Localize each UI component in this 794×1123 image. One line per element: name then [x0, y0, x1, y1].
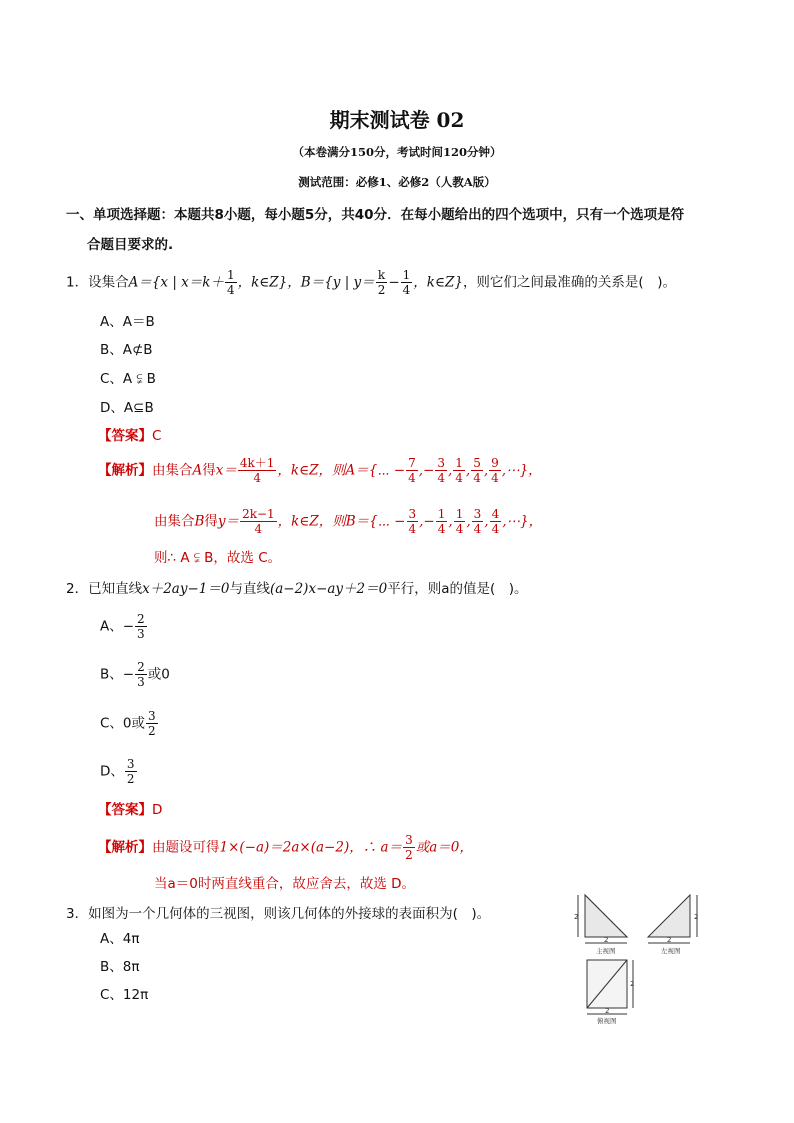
fraction: $\frac{5}{4}$ [473, 456, 481, 485]
question-text: 与直线 [229, 581, 270, 597]
fraction: $\frac{3}{4}$ [408, 507, 417, 536]
fraction: $\frac{1}{4}$ [226, 268, 235, 297]
q1-option-a[interactable]: A、A＝B [100, 314, 155, 330]
answer-label: 【答案】 [98, 802, 152, 818]
question-1 [66, 268, 676, 297]
q1-option-c[interactable]: C、A ⫋ B [100, 371, 156, 387]
fraction: $\frac{k}{2}$ [377, 268, 386, 297]
top-width-label: 2 [605, 1007, 610, 1015]
top-view [587, 960, 633, 1014]
fraction: $\frac{2}{3}$ [137, 660, 145, 689]
q2-option-b[interactable] [100, 660, 170, 689]
fraction: $\frac{9}{4}$ [491, 456, 499, 485]
answer-label: 【答案】 [98, 428, 152, 444]
q2-analysis-line2: 当a＝0时两直线重合，故应舍去，故选 D。 [154, 876, 416, 892]
set-b-tail: ，k∈Z} [413, 274, 463, 291]
math-expr: x＝ [215, 462, 237, 479]
fraction: $\frac{4k+1}{4}$ [239, 456, 275, 485]
analysis-label: 【解析】 [98, 839, 152, 856]
analysis-label: 【解析】 [98, 462, 152, 479]
question-number: 3． [66, 906, 89, 922]
section-heading-line1: 一、单项选择题：本题共8小题，每小题5分，共40分．在每小题给出的四个选项中，只有一个选项是符 [66, 207, 685, 223]
option-tail: 或0 [147, 666, 170, 683]
exam-subtitle: （本卷满分150分，考试时间120分钟） [292, 145, 502, 159]
question-text: 平行，则a的值是( )。 [387, 581, 528, 597]
question-3 [66, 904, 490, 924]
set-name: A [192, 462, 203, 479]
q2-option-c[interactable] [100, 709, 159, 738]
side-height-label: 2 [694, 913, 699, 921]
analysis-text: 得 [202, 462, 216, 479]
option-label: C、0或 [100, 715, 146, 732]
side-view-label: 左视图 [661, 947, 681, 955]
question-text: 已知直线 [88, 581, 143, 597]
fraction: $\frac{7}{4}$ [408, 456, 416, 485]
question-number: 2． [66, 581, 89, 597]
side-view [648, 895, 697, 943]
q1-analysis-line1: 【解析】由集合A得x＝ $\frac{4k+1}{4}$ ，k∈Z，则A＝{⋯ − $\frac{7}{4}$ ,− $\frac{3}{4}$ , $\frac{1}{4}$ , $\frac{5}{4}$ , $\frac{9}{4}$ ,⋯}， [98, 456, 542, 485]
fraction: $\frac{3}{2}$ [126, 757, 135, 786]
answer-value: D [152, 802, 163, 818]
question-text: 设集合 [88, 274, 129, 291]
q1-option-b[interactable]: B、A⊄B [100, 342, 153, 358]
fraction: $\frac{1}{4}$ [455, 507, 464, 536]
question-2 [66, 579, 528, 599]
math-expr: 1×(−a)＝2a×(a−2) [219, 839, 350, 856]
fraction: $\frac{3}{4}$ [473, 507, 482, 536]
analysis-text: 由集合 [154, 513, 195, 530]
question-number: 1． [66, 274, 89, 291]
page-title: 期末测试卷 02 [329, 108, 465, 132]
math-expr: ，k∈Z，则A＝{⋯ − [277, 462, 406, 479]
answer-value: C [152, 428, 162, 444]
section-heading-line2: 合题目要求的. [87, 237, 174, 253]
math-expr: ⋯}， [506, 513, 543, 530]
q3-option-a[interactable]: A、4π [100, 931, 140, 947]
fraction: $\frac{1}{4}$ [437, 507, 446, 536]
fraction: $\frac{4}{4}$ [491, 507, 500, 536]
math-expr: ，∴ a＝ [349, 839, 403, 856]
top-height-label: 2 [630, 980, 635, 988]
fraction: $\frac{3}{2}$ [405, 833, 413, 862]
set-b-expr: ，B＝{y | y＝ [287, 274, 375, 291]
math-expr: ⋯}， [506, 462, 542, 479]
option-label: B、− [100, 666, 135, 683]
set-a-expr: A＝{x | x＝k＋ [128, 274, 224, 291]
fraction: $\frac{1}{4}$ [402, 268, 411, 297]
side-width-label: 2 [667, 936, 672, 944]
q3-option-b[interactable]: B、8π [100, 959, 140, 975]
line-equation-1: x＋2ay−1＝0 [142, 581, 230, 597]
math-expr: 或a＝0， [415, 839, 473, 856]
set-name: B [194, 513, 205, 530]
front-view [578, 895, 627, 943]
option-label: A、− [100, 618, 135, 635]
analysis-text: 得 [204, 513, 218, 530]
q1-option-d[interactable]: D、A⊆B [100, 400, 154, 416]
q2-answer [98, 800, 162, 820]
math-expr: y＝ [217, 513, 240, 530]
analysis-text: 由题设可得 [152, 839, 220, 856]
q2-analysis-line1 [98, 833, 473, 862]
minus-sign: − [388, 274, 400, 291]
front-width-label: 2 [604, 936, 609, 944]
front-view-label: 主视图 [596, 947, 616, 955]
q1-analysis-line2: 由集合B得y＝ $\frac{2k-1}{4}$ ，k∈Z，则B＝{⋯ − $\frac{3}{4}$ ,− $\frac{1}{4}$ , $\frac{1}{4}$ , $\frac{3}{4}$ , $\frac{4}{4}$ ,⋯}， [154, 507, 543, 536]
set-a-tail: ，k∈Z} [237, 274, 288, 291]
math-expr: ，k∈Z，则B＝{⋯ − [277, 513, 406, 530]
analysis-text: 由集合 [152, 462, 193, 479]
exam-scope: 测试范围：必修1、必修2（人教A版） [298, 175, 496, 189]
q2-option-d[interactable] [100, 757, 138, 786]
option-label: D、 [100, 763, 124, 780]
line-equation-2: (a−2)x−ay＋2＝0 [269, 581, 388, 597]
top-view-label: 俯视图 [597, 1017, 617, 1025]
q3-option-c[interactable]: C、12π [100, 987, 149, 1003]
q1-analysis-line3: 则∴ A ⫋ B，故选 C。 [154, 550, 282, 566]
three-view-figure [570, 890, 720, 1030]
q2-option-a[interactable] [100, 612, 148, 641]
question-text: 如图为一个几何体的三视图，则该几何体的外接球的表面积为( )。 [88, 906, 491, 922]
fraction: $\frac{3}{4}$ [437, 456, 445, 485]
fraction: $\frac{1}{4}$ [455, 456, 463, 485]
fraction: $\frac{2}{3}$ [137, 612, 145, 641]
front-height-label: 2 [574, 913, 579, 921]
question-text: ，则它们之间最准确的关系是( )。 [462, 274, 676, 291]
fraction: $\frac{3}{2}$ [148, 709, 156, 738]
q1-answer [98, 426, 161, 446]
fraction: $\frac{2k-1}{4}$ [242, 507, 275, 536]
